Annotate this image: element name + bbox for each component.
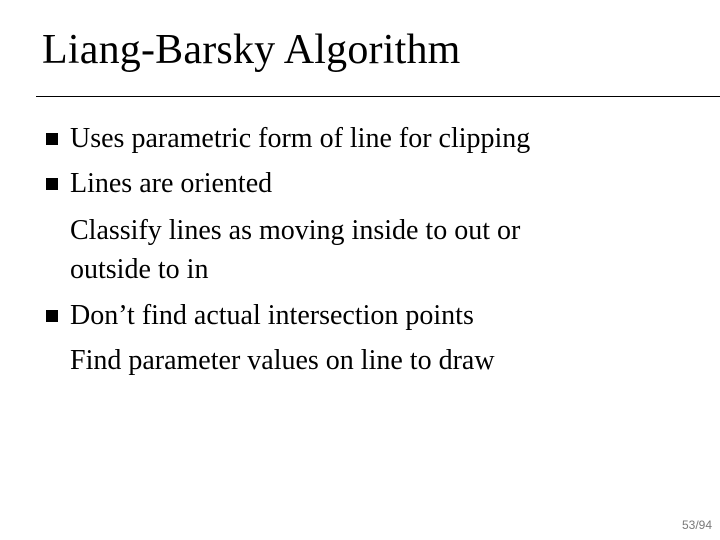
bullet-text: Find parameter values on line to draw [70, 345, 495, 376]
slide-title: Liang-Barsky Algorithm [42, 27, 461, 73]
bullet-text: Lines are oriented [70, 168, 273, 199]
square-bullet-icon [46, 133, 58, 145]
bullet-text: Uses parametric form of line for clipping [70, 123, 531, 154]
square-bullet-icon [46, 178, 58, 190]
bullet-text: Classify lines as moving inside to out or [70, 215, 521, 246]
square-bullet-icon [46, 310, 58, 322]
bullet-text: outside to in [70, 254, 209, 285]
title-divider [36, 96, 720, 97]
bullet-text: Don’t find actual intersection points [70, 300, 474, 331]
page-number: 53/94 [681, 518, 712, 532]
